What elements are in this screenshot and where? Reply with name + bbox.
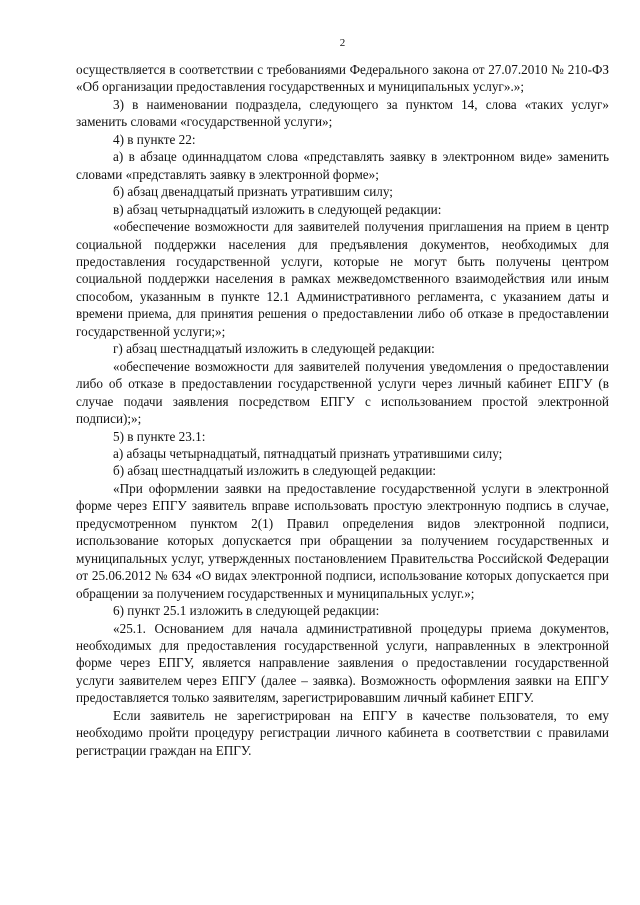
paragraph-item-4v: в) абзац четырнадцатый изложить в следующей редакции: <box>113 201 442 217</box>
paragraph-item-4g: г) абзац шестнадцатый изложить в следующей редакции: <box>113 341 435 357</box>
page-number: 2 <box>339 37 346 49</box>
paragraph-registration: Если заявитель не зарегистрирован на ЕПГУ в качестве пользователя, то ему необходимо пройти процедуру регистрации личного кабинета в соответствии с правилами регистрации граждан на ЕПГУ. <box>76 707 609 758</box>
paragraph-quote-4g: «обеспечение возможности для заявителей получения уведомления о предоставлении либо об отказе в предоставлении государственной услуги через личный кабинет ЕПГУ (в случае подачи заявления посредством ЕПГУ с использованием простой электронной подписи);»; <box>76 358 609 427</box>
paragraph-quote-25-1: «25.1. Основанием для начала административной процедуры приема документов, необходимых для предоставления государственной услуги, направленных в электронной форме через ЕПГУ, является направление заявления о предоставлении государственной услуги заявителем через ЕПГУ (далее – заявка). Возможность оформления заявки на ЕПГУ предоставляется только заявителям, зарегистрировавшим личный кабинет ЕПГУ. <box>76 620 609 706</box>
paragraph-quote-5b: «При оформлении заявки на предоставление государственной услуги в электронной форме через ЕПГУ заявитель вправе использовать простую электронную подпись в случае, предусмотренном пунктом 2(1) Правил определения видов электронной подписи, использование которых допускается при обращении за получением государственных и муниципальных услуг, утвержденных постановлением Правительства Российской Федерации от 25.06.2012 № 634 «О видах электронной подписи, использование которых допускается при обращении за получением государственных и муниципальных услуг.»; <box>76 480 609 601</box>
paragraph-quote-4v: «обеспечение возможности для заявителей получения приглашения на прием в центр социальной поддержки населения для предъявления документов, необходимых для предоставления государственной услуги, которые не могут быть получены центром социальной поддержки населения в рамках межведомственного взаимодействия или иным способом, указанным в пункте 12.1 Административного регламента, с указанием даты и времени приема, для принятия решения о предоставлении либо об отказе в предоставлении государственной услуги;»; <box>76 219 609 339</box>
paragraph-continuation: осуществляется в соответствии с требованиями Федерального закона от 27.07.2010 № 210-ФЗ «Об организации предоставления государственных и муниципальных услуг».»; <box>76 62 609 95</box>
document-page <box>76 36 609 759</box>
paragraph-item-5: 5) в пункте 23.1: <box>113 428 206 444</box>
paragraph-item-4b: б) абзац двенадцатый признать утратившим силу; <box>113 184 393 200</box>
paragraph-item-4: 4) в пункте 22: <box>113 131 196 147</box>
paragraph-item-5a: а) абзацы четырнадцатый, пятнадцатый признать утратившими силу; <box>113 445 503 461</box>
paragraph-item-6: 6) пункт 25.1 изложить в следующей редакции: <box>113 603 380 619</box>
paragraph-item-4a: а) в абзаце одиннадцатом слова «представлять заявку в электронном виде» заменить словами «представлять заявку в электронной форме»; <box>76 149 609 182</box>
paragraph-item-3: 3) в наименовании подраздела, следующего за пунктом 14, слова «таких услуг» заменить словами «государственной услуги»; <box>76 96 609 130</box>
paragraph-item-5b: б) абзац шестнадцатый изложить в следующей редакции: <box>113 463 437 479</box>
